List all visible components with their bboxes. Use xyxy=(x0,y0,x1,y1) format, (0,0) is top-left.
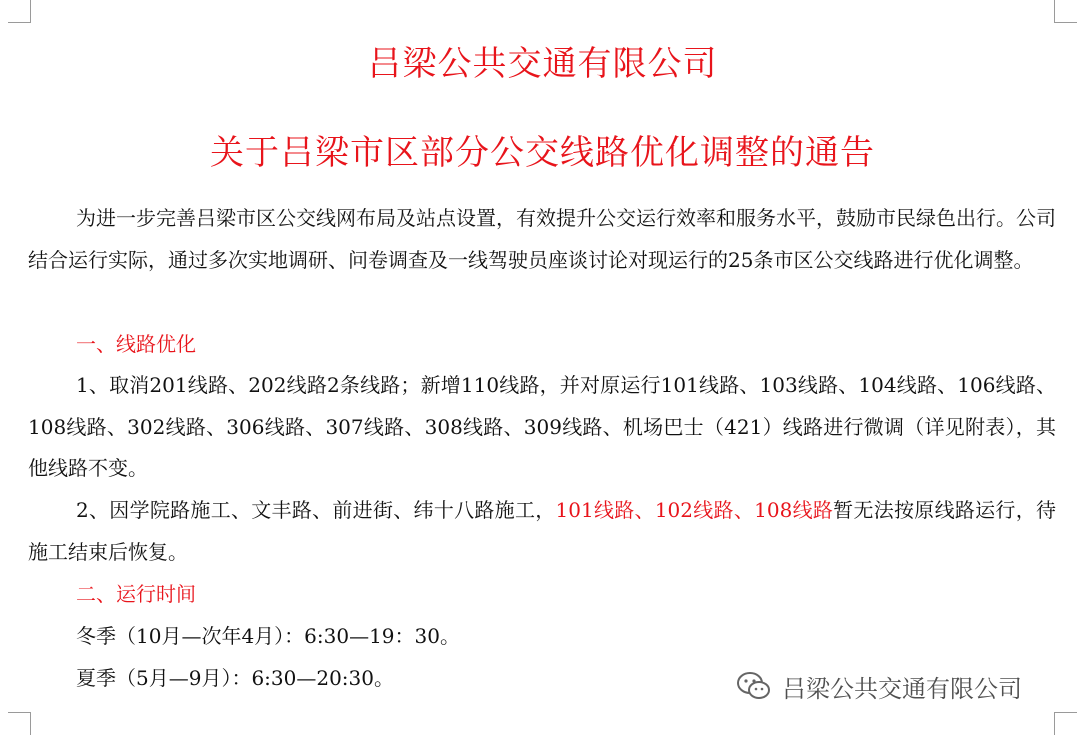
intro-paragraph: 为进一步完善吕梁市区公交线网布局及站点设置，有效提升公交运行效率和服务水平，鼓励市民绿色出行。公司结合运行实际，通过多次实地调研、问卷调查及一线驾驶员座谈讨论对现运行的25条市区公交线路进行优化调整。 xyxy=(28,206,1056,272)
page-corner-mark-top-left xyxy=(8,0,31,23)
notice-title: 关于吕梁市区部分公交线路优化调整的通告 xyxy=(210,133,875,173)
section-heading-operating-hours: 二、运行时间 xyxy=(76,582,196,606)
summer-schedule: 夏季（5月—9月）：6:30—20:30。 xyxy=(76,666,394,690)
page-corner-mark-top-right xyxy=(1054,0,1077,23)
section-heading-route-optimization: 一、线路优化 xyxy=(76,332,196,356)
winter-schedule: 冬季（10月—次年4月）：6:30—19：30。 xyxy=(76,624,460,648)
watermark-text: 吕梁公共交通有限公司 xyxy=(782,674,1022,703)
page-corner-mark-bottom-right xyxy=(1054,712,1077,735)
route-item-2-suffix: 暂无法按原线路运行，待施工结束后恢复。 xyxy=(28,498,1056,564)
route-item-1: 1、取消201线路、202线路2条线路；新增110线路，并对原运行101线路、103线路、104线路、106线路、108线路、302线路、306线路、307线路、308线路、309线路、机场巴士（421）线路进行微调（详见附表），其他线路不变。 xyxy=(28,373,1056,480)
route-item-2 xyxy=(28,490,1056,573)
affected-routes-highlight: 101线路、102线路、108线路 xyxy=(555,498,834,522)
page-corner-mark-bottom-left xyxy=(8,712,31,735)
route-item-2-prefix: 2、因学院路施工、文丰路、前进街、纬十八路施工， xyxy=(76,498,556,522)
watermark xyxy=(736,668,1022,704)
company-title: 吕梁公共交通有限公司 xyxy=(367,44,718,84)
wechat-icon xyxy=(736,671,772,701)
